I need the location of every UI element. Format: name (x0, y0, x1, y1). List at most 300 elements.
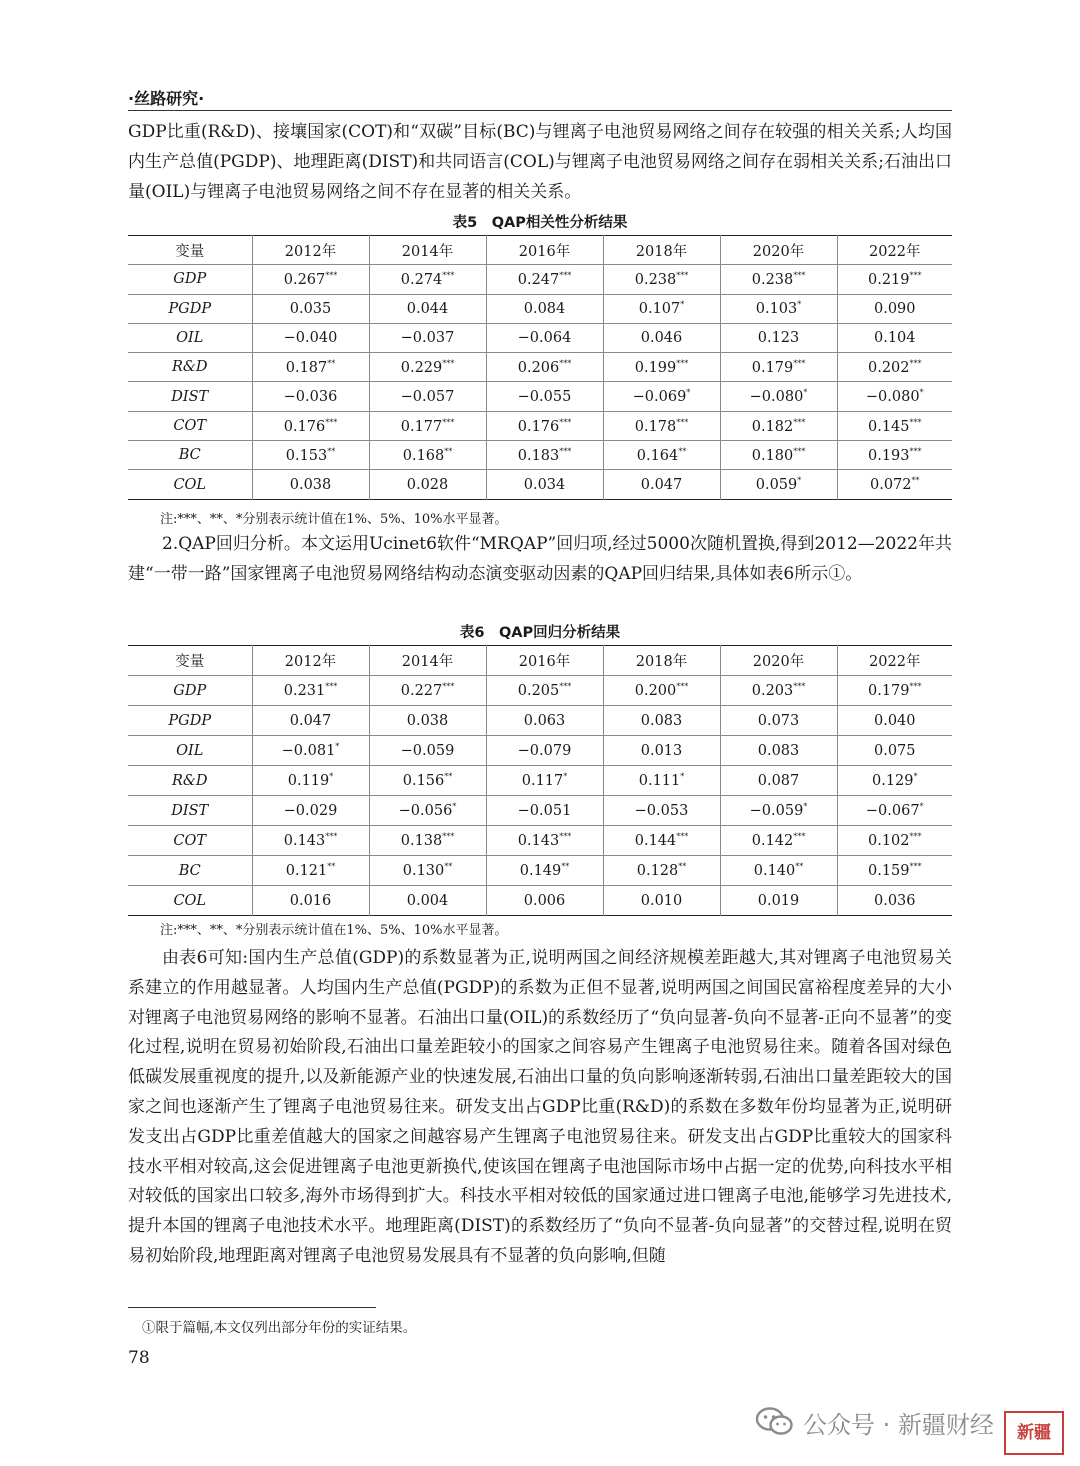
significance-stars: *** (676, 682, 689, 692)
table6-caption: 表6 QAP回归分析结果 (459, 625, 621, 641)
coefficient-value: 0.267 (283, 271, 326, 288)
coefficient-value: 0.040 (873, 712, 916, 729)
table-row (128, 323, 952, 352)
coefficient-cell (603, 796, 720, 826)
table-row (128, 766, 952, 796)
coefficient-cell (837, 382, 952, 411)
coefficient-cell (720, 470, 837, 499)
significance-stars: *** (793, 446, 806, 456)
coefficient-value: 0.128 (636, 862, 679, 879)
coefficient-value: 0.145 (867, 418, 910, 435)
significance-stars: *** (909, 417, 922, 427)
coefficient-value: 0.142 (751, 832, 794, 849)
coefficient-cell (837, 736, 952, 766)
coefficient-value: 0.102 (867, 832, 910, 849)
coefficient-cell (252, 353, 369, 382)
coefficient-value: 0.103 (755, 301, 798, 318)
variable-name: PGDP (128, 706, 252, 736)
significance-stars: * (803, 802, 808, 812)
coefficient-value: 0.119 (287, 772, 330, 789)
header-year: 2016年 (486, 646, 603, 676)
significance-stars: * (803, 388, 808, 398)
coefficient-cell (837, 766, 952, 796)
coefficient-value: 0.180 (751, 447, 794, 464)
coefficient-cell (369, 470, 486, 499)
significance-stars: *** (559, 271, 572, 281)
coefficient-cell (486, 353, 603, 382)
coefficient-cell (720, 265, 837, 294)
coefficient-value: 0.153 (285, 447, 328, 464)
coefficient-value: 0.179 (751, 359, 794, 376)
table5-note: 注:***、**、*分别表示统计值在1%、5%、10%水平显著。 (160, 512, 508, 527)
coefficient-value: 0.182 (751, 418, 794, 435)
coefficient-value: 0.143 (517, 832, 560, 849)
significance-stars: *** (676, 832, 689, 842)
significance-stars: *** (909, 862, 922, 872)
coefficient-value: 0.238 (634, 271, 677, 288)
coefficient-value: 0.176 (283, 418, 326, 435)
coefficient-cell (837, 856, 952, 886)
significance-stars: ** (327, 446, 336, 456)
coefficient-value: 0.019 (757, 892, 800, 909)
coefficient-cell (369, 826, 486, 856)
coefficient-value: −0.080 (865, 389, 920, 406)
coefficient-value: 0.004 (406, 892, 449, 909)
coefficient-value: 0.047 (640, 476, 683, 493)
coefficient-value: −0.079 (517, 742, 572, 759)
variable-name: COL (173, 892, 207, 909)
coefficient-cell (837, 294, 952, 323)
table6 (128, 645, 952, 916)
coefficient-cell (369, 886, 486, 916)
variable-name: DIST (128, 382, 252, 411)
qap-regression-paragraph: 2.QAP回归分析。本文运用Ucinet6软件“MRQAP”回归项,经过5000次随机置换,得到2012—2022年共建“一带一路”国家锂离子电池贸易网络结构动态演变驱动因素的QAP回归结果,具体如表6所示①。 (128, 534, 952, 584)
watermark-text: 公众号 · 新疆财经 (803, 1411, 994, 1439)
significance-stars: *** (559, 832, 572, 842)
table-row (128, 796, 952, 826)
coefficient-cell (369, 796, 486, 826)
coefficient-value: −0.029 (283, 802, 338, 819)
coefficient-value: 0.107 (638, 301, 681, 318)
header-year: 2012年 (252, 236, 369, 265)
coefficient-cell (603, 353, 720, 382)
coefficient-value: −0.081 (281, 742, 336, 759)
header-year: 2016年 (486, 236, 603, 265)
coefficient-cell (486, 265, 603, 294)
header-variable: 变量 (128, 236, 252, 265)
coefficient-cell (252, 856, 369, 886)
coefficient-cell (837, 676, 952, 706)
table-header-row (128, 646, 952, 676)
variable-name: GDP (128, 265, 252, 294)
coefficient-value: 0.046 (640, 330, 683, 347)
variable-name: R&D (128, 353, 252, 382)
significance-stars: * (919, 802, 924, 812)
coefficient-value: 0.178 (634, 418, 677, 435)
significance-stars: * (686, 388, 691, 398)
coefficient-cell (252, 441, 369, 470)
coefficient-cell (486, 411, 603, 440)
significance-stars: *** (909, 682, 922, 692)
coefficient-value: 0.083 (757, 742, 800, 759)
coefficient-cell (603, 323, 720, 352)
significance-stars: *** (793, 271, 806, 281)
significance-stars: *** (793, 682, 806, 692)
significance-stars: *** (793, 417, 806, 427)
table-row (128, 411, 952, 440)
coefficient-cell (603, 382, 720, 411)
coefficient-cell (720, 796, 837, 826)
significance-stars: * (563, 772, 568, 782)
significance-stars: *** (559, 417, 572, 427)
table-row (128, 676, 952, 706)
coefficient-cell (252, 796, 369, 826)
significance-stars: ** (444, 862, 453, 872)
header-year: 2014年 (369, 236, 486, 265)
coefficient-value: 0.227 (400, 682, 443, 699)
coefficient-cell (252, 886, 369, 916)
coefficient-cell (486, 676, 603, 706)
coefficient-value: 0.083 (640, 712, 683, 729)
coefficient-value: 0.044 (406, 300, 449, 317)
significance-stars: *** (909, 271, 922, 281)
variable-name: COT (128, 826, 252, 856)
table-row (128, 265, 952, 294)
coefficient-value: −0.053 (634, 802, 689, 819)
table-row (128, 826, 952, 856)
header-year: 2014年 (369, 646, 486, 676)
coefficient-cell (252, 676, 369, 706)
coefficient-value: 0.084 (523, 300, 566, 317)
coefficient-value: 0.117 (521, 772, 564, 789)
table-row (128, 353, 952, 382)
coefficient-value: 0.176 (517, 418, 560, 435)
coefficient-cell (486, 382, 603, 411)
coefficient-value: 0.013 (640, 742, 683, 759)
significance-stars: *** (909, 832, 922, 842)
significance-stars: *** (442, 682, 455, 692)
coefficient-cell (720, 826, 837, 856)
coefficient-value: 0.010 (640, 892, 683, 909)
coefficient-cell (720, 736, 837, 766)
coefficient-value: −0.059 (749, 802, 804, 819)
coefficient-value: 0.202 (867, 359, 910, 376)
significance-stars: ** (678, 862, 687, 872)
variable-name: COL (173, 476, 207, 493)
significance-stars: *** (559, 682, 572, 692)
coefficient-cell (369, 856, 486, 886)
coefficient-cell (720, 294, 837, 323)
coefficient-value: 0.035 (289, 300, 332, 317)
significance-stars: *** (325, 271, 338, 281)
page-number: 78 (128, 1348, 150, 1368)
analysis-paragraph: 由表6可知:国内生产总值(GDP)的系数显著为正,说明两国之间经济规模差距越大,其对锂离子电池贸易关系建立的作用越显著。人均国内生产总值(PGDP)的系数为正但不显著,说明两国之间国民富裕程度差异的大小对锂离子电池贸易网络的影响不显著。石油出口量(OIL)的系数经历了“负向显著-负向不显著-正向不显著”的变化过程,说明在贸易初始阶段,石油出口量差距较小的国家之间容易产生锂离子电池贸易往来。随着各国对绿色低碳发展重视度的提升,以及新能源产业的快速发展,石油出口量的负向影响逐渐转弱,石油出口量差距较大的国家之间也逐渐产生了锂离子电池贸易往来。研发支出占GDP比重(R&D)的系数在多数年份均显著为正,说明研发支出占GDP比重差值越大的国家之间越容易产生锂离子电池贸易往来。研发支出占GDP比重较大的国家科技水平相对较高,这会促进锂离子电池更新换代,使该国在锂离子电池国际市场中占据一定的优势,向科技水平相对较低的国家出口较多,海外市场得到扩大。科技水平相对较低的国家通过进口锂离子电池,能够学习先进技术,提升本国的锂离子电池技术水平。地理距离(DIST)的系数经历了“负向不显著-负向显著”的交替过程,说明在贸易初始阶段,地理距离对锂离子电池贸易发展具有不显著的负向影响,但随 (128, 948, 952, 1266)
coefficient-value: 0.149 (519, 862, 562, 879)
coefficient-value: 0.229 (400, 359, 443, 376)
significance-stars: *** (676, 358, 689, 368)
coefficient-cell (252, 736, 369, 766)
coefficient-cell (603, 736, 720, 766)
significance-stars: ** (561, 862, 570, 872)
table-row (128, 736, 952, 766)
coefficient-value: 0.063 (523, 712, 566, 729)
header-variable: 变量 (128, 646, 252, 676)
coefficient-value: −0.056 (398, 802, 453, 819)
coefficient-cell (486, 294, 603, 323)
wechat-icon (755, 1406, 795, 1436)
table-row (128, 441, 952, 470)
significance-stars: * (452, 802, 457, 812)
coefficient-cell (486, 323, 603, 352)
coefficient-value: 0.231 (283, 682, 326, 699)
coefficient-value: 0.038 (289, 476, 332, 493)
table5-caption: 表5 QAP相关性分析结果 (452, 215, 628, 231)
table-header-row (128, 236, 952, 265)
header-year: 2018年 (603, 236, 720, 265)
coefficient-value: 0.047 (289, 712, 332, 729)
coefficient-value: 0.164 (636, 447, 679, 464)
coefficient-value: 0.247 (517, 271, 560, 288)
coefficient-value: 0.238 (751, 271, 794, 288)
coefficient-value: −0.080 (749, 389, 804, 406)
coefficient-value: 0.159 (867, 862, 910, 879)
coefficient-value: −0.057 (400, 388, 455, 405)
coefficient-cell (720, 856, 837, 886)
coefficient-cell (369, 676, 486, 706)
significance-stars: *** (325, 417, 338, 427)
coefficient-value: 0.143 (283, 832, 326, 849)
significance-stars: * (919, 388, 924, 398)
significance-stars: ** (327, 358, 336, 368)
significance-stars: * (335, 742, 340, 752)
coefficient-value: 0.156 (402, 772, 445, 789)
coefficient-cell (720, 706, 837, 736)
coefficient-cell (720, 353, 837, 382)
variable-name: BC (128, 441, 252, 470)
coefficient-cell (486, 736, 603, 766)
significance-stars: * (913, 772, 918, 782)
coefficient-cell (603, 294, 720, 323)
coefficient-value: 0.138 (400, 832, 443, 849)
coefficient-cell (252, 382, 369, 411)
coefficient-cell (720, 766, 837, 796)
variable-name: GDP (128, 676, 252, 706)
significance-stars: *** (909, 446, 922, 456)
coefficient-cell (486, 826, 603, 856)
coefficient-cell (720, 323, 837, 352)
coefficient-cell (720, 886, 837, 916)
coefficient-value: −0.067 (865, 802, 920, 819)
coefficient-value: 0.059 (755, 476, 798, 493)
watermark-stamp: 新疆 (1004, 1411, 1064, 1455)
significance-stars: *** (793, 832, 806, 842)
variable-name: PGDP (128, 294, 252, 323)
coefficient-value: 0.200 (634, 682, 677, 699)
coefficient-cell (252, 265, 369, 294)
significance-stars: ** (444, 446, 453, 456)
coefficient-cell (603, 856, 720, 886)
coefficient-value: 0.006 (523, 892, 566, 909)
coefficient-cell (369, 766, 486, 796)
significance-stars: ** (327, 862, 336, 872)
coefficient-value: −0.055 (517, 388, 572, 405)
coefficient-cell (369, 382, 486, 411)
coefficient-cell (837, 323, 952, 352)
significance-stars: ** (911, 476, 920, 486)
table5 (128, 235, 952, 500)
coefficient-cell (603, 470, 720, 499)
header-year: 2022年 (837, 236, 952, 265)
coefficient-cell (486, 766, 603, 796)
coefficient-value: 0.183 (517, 447, 560, 464)
coefficient-cell (252, 706, 369, 736)
coefficient-cell (720, 411, 837, 440)
coefficient-cell (369, 323, 486, 352)
coefficient-cell (369, 411, 486, 440)
significance-stars: *** (325, 682, 338, 692)
significance-stars: *** (676, 417, 689, 427)
coefficient-value: 0.193 (867, 447, 910, 464)
significance-stars: *** (559, 358, 572, 368)
significance-stars: *** (793, 358, 806, 368)
coefficient-cell (837, 706, 952, 736)
significance-stars: ** (444, 772, 453, 782)
coefficient-cell (603, 826, 720, 856)
variable-name: COT (128, 411, 252, 440)
significance-stars: * (797, 300, 802, 310)
coefficient-cell (603, 265, 720, 294)
coefficient-cell (837, 441, 952, 470)
significance-stars: * (680, 300, 685, 310)
coefficient-cell (369, 265, 486, 294)
coefficient-cell (486, 886, 603, 916)
coefficient-value: 0.187 (285, 359, 328, 376)
coefficient-value: 0.203 (751, 682, 794, 699)
coefficient-cell (252, 411, 369, 440)
coefficient-cell (603, 411, 720, 440)
coefficient-cell (486, 706, 603, 736)
coefficient-cell (837, 265, 952, 294)
variable-name: OIL (128, 323, 252, 352)
coefficient-value: −0.040 (283, 330, 338, 347)
table-row (128, 706, 952, 736)
coefficient-cell (252, 766, 369, 796)
significance-stars: * (797, 476, 802, 486)
header-year: 2018年 (603, 646, 720, 676)
table-row (128, 886, 952, 916)
coefficient-cell (837, 796, 952, 826)
header-year: 2022年 (837, 646, 952, 676)
coefficient-cell (603, 706, 720, 736)
coefficient-value: 0.219 (867, 271, 910, 288)
coefficient-value: 0.140 (753, 862, 796, 879)
variable-name: R&D (128, 766, 252, 796)
significance-stars: *** (559, 446, 572, 456)
coefficient-value: 0.121 (285, 862, 328, 879)
coefficient-cell (369, 706, 486, 736)
coefficient-value: 0.129 (871, 772, 914, 789)
coefficient-value: −0.059 (400, 742, 455, 759)
variable-name: DIST (128, 796, 252, 826)
coefficient-cell (720, 441, 837, 470)
significance-stars: *** (909, 358, 922, 368)
table-row (128, 470, 952, 499)
significance-stars: *** (442, 417, 455, 427)
coefficient-value: 0.123 (757, 330, 800, 347)
coefficient-cell (603, 676, 720, 706)
coefficient-value: 0.274 (400, 271, 443, 288)
coefficient-cell (603, 441, 720, 470)
header-rule (128, 110, 952, 111)
coefficient-cell (837, 826, 952, 856)
coefficient-value: 0.087 (757, 772, 800, 789)
coefficient-cell (837, 886, 952, 916)
coefficient-value: 0.075 (873, 742, 916, 759)
coefficient-value: 0.205 (517, 682, 560, 699)
coefficient-value: 0.104 (873, 330, 916, 347)
significance-stars: *** (325, 832, 338, 842)
coefficient-cell (252, 294, 369, 323)
coefficient-value: −0.037 (400, 330, 455, 347)
coefficient-value: 0.034 (523, 476, 566, 493)
intro-paragraph: GDP比重(R&D)、接壤国家(COT)和“双碳”目标(BC)与锂离子电池贸易网络之间存在较强的相关关系;人均国内生产总值(PGDP)、地理距离(DIST)和共同语言(COL)与锂离子电池贸易网络之间存在弱相关关系;石油出口量(OIL)与锂离子电池贸易网络之间不存在显著的相关关系。 (128, 122, 952, 202)
coefficient-value: 0.073 (757, 712, 800, 729)
coefficient-cell (252, 470, 369, 499)
coefficient-value: 0.179 (867, 682, 910, 699)
coefficient-value: 0.177 (400, 418, 443, 435)
table-row (128, 382, 952, 411)
coefficient-cell (837, 411, 952, 440)
coefficient-value: 0.144 (634, 832, 677, 849)
coefficient-cell (837, 470, 952, 499)
header-year: 2012年 (252, 646, 369, 676)
coefficient-cell (369, 353, 486, 382)
coefficient-cell (603, 886, 720, 916)
table-row (128, 856, 952, 886)
coefficient-value: 0.206 (517, 359, 560, 376)
footnote: ①限于篇幅,本文仅列出部分年份的实证结果。 (142, 1320, 417, 1336)
coefficient-cell (603, 766, 720, 796)
significance-stars: *** (442, 358, 455, 368)
table-row (128, 294, 952, 323)
header-year: 2020年 (720, 236, 837, 265)
significance-stars: * (329, 772, 334, 782)
coefficient-cell (837, 353, 952, 382)
coefficient-cell (720, 382, 837, 411)
coefficient-value: −0.036 (283, 388, 338, 405)
significance-stars: *** (442, 832, 455, 842)
coefficient-value: −0.064 (517, 330, 572, 347)
coefficient-value: 0.036 (873, 892, 916, 909)
coefficient-cell (252, 826, 369, 856)
coefficient-value: 0.199 (634, 359, 677, 376)
significance-stars: ** (678, 446, 687, 456)
significance-stars: * (680, 772, 685, 782)
coefficient-cell (369, 294, 486, 323)
coefficient-value: 0.130 (402, 862, 445, 879)
coefficient-cell (486, 796, 603, 826)
coefficient-value: 0.028 (406, 476, 449, 493)
significance-stars: *** (676, 271, 689, 281)
coefficient-value: 0.090 (873, 300, 916, 317)
variable-name: BC (128, 856, 252, 886)
coefficient-cell (486, 470, 603, 499)
header-year: 2020年 (720, 646, 837, 676)
coefficient-cell (486, 441, 603, 470)
coefficient-value: 0.038 (406, 712, 449, 729)
coefficient-cell (369, 736, 486, 766)
running-head: ·丝路研究· (128, 89, 205, 108)
